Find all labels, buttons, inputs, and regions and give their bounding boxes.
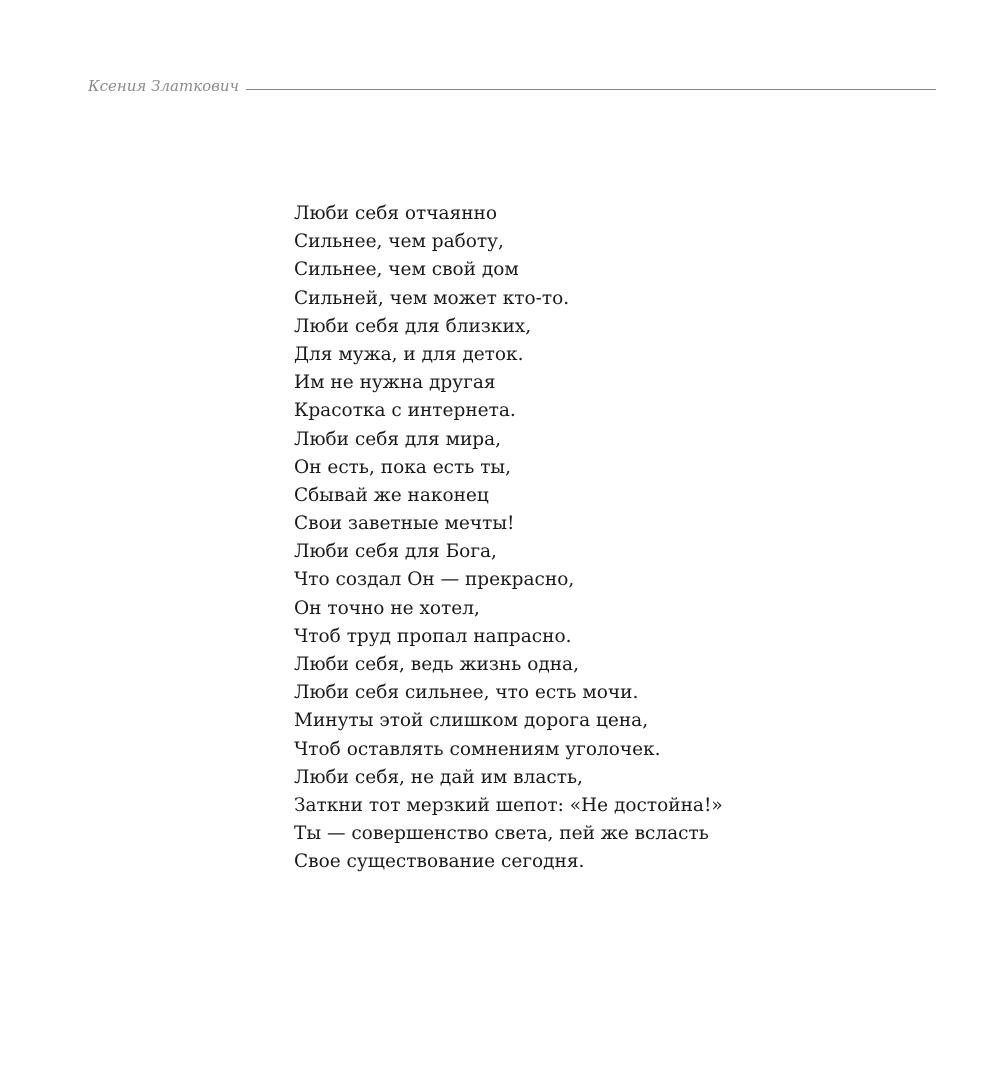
poem-line: Люби себя для Бога,	[294, 541, 497, 563]
poem-line: Им не нужна другая	[294, 372, 496, 394]
poem-line: Что создал Он — прекрасно,	[294, 569, 575, 591]
author-name: Ксения Златкович	[88, 77, 239, 95]
header-rule	[246, 89, 936, 90]
poem-line: Свои заветные мечты!	[294, 513, 515, 535]
poem-line: Красотка с интернета.	[294, 400, 516, 422]
poem-line: Люби себя отчаянно	[294, 203, 497, 224]
poem-line: Чтоб труд пропал напрасно.	[294, 625, 572, 647]
poem-line: Сильней, чем может кто-то.	[294, 287, 570, 309]
poem-line: Свое существование сегодня.	[294, 851, 585, 873]
poem-line: Сильнее, чем свой дом	[294, 259, 519, 281]
poem-line: Люби себя для близких,	[294, 315, 532, 337]
poem-line: Люби себя для мира,	[294, 428, 502, 450]
poem-line: Люби себя, ведь жизнь одна,	[294, 654, 579, 675]
poem-line: Он точно не хотел,	[294, 597, 480, 619]
poem-line: Чтоб оставлять сомнениям уголочек.	[294, 738, 661, 760]
poem-line: Сильнее, чем работу,	[294, 231, 504, 253]
poem-line: Заткни тот мерзкий шепот: «Не достойна!»	[294, 794, 723, 816]
poem-line: Люби себя, не дай им власть,	[294, 766, 583, 788]
poem-line: Он есть, пока есть ты,	[294, 456, 512, 478]
poem-line: Для мужа, и для деток.	[294, 343, 524, 365]
poem-line: Люби себя сильнее, что есть мочи.	[294, 682, 639, 704]
poem-line: Сбывай же наконец	[294, 484, 489, 506]
poem-line: Минуты этой слишком дорога цена,	[294, 710, 649, 732]
poem-body	[294, 200, 934, 877]
running-header	[88, 72, 936, 96]
poem-line: Ты — совершенство света, пей же всласть	[294, 823, 709, 845]
